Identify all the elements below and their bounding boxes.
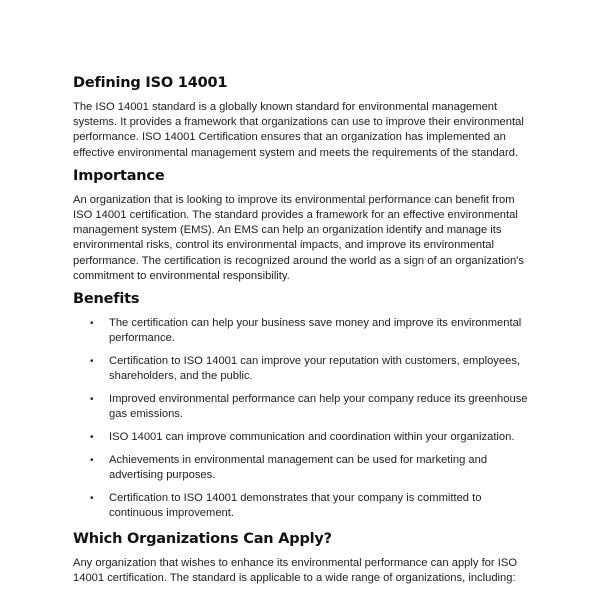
bullet-icon: • [90, 356, 94, 368]
list-item-text: ISO 14001 can improve communication and coordination within your organization. [109, 431, 515, 444]
list-item-text: Achievements in environmental management can be used for marketing and advertising purposes. [109, 453, 488, 482]
bullet-icon: • [90, 454, 94, 466]
section-paragraph: Any organization that wishes to enhance its environmental performance can apply for ISO 14001 certification. The standard is applicable to a wide range of organizations, including: [73, 556, 518, 585]
section-paragraph: An organization that is looking to improve its environmental performance can benefit from ISO 14001 certification. The standard provides a framework for an effective environmental management system (EMS). An EMS can help an organization identify and manage its environmental risks, control its environmental impacts, and improve its environmental performance. The certification is recognized around the world as a sign of an organization's commitment to environmental responsibility. [73, 193, 524, 282]
list-item [73, 316, 533, 346]
list-item [73, 392, 533, 422]
list-item-text: Certification to ISO 14001 can improve your reputation with customers, employees, shareholders, and the public. [109, 355, 521, 383]
list-item-text: Improved environmental performance can help your company reduce its greenhouse gas emissions. [109, 393, 528, 421]
benefits-list [73, 316, 533, 521]
bullet-icon: • [90, 492, 94, 504]
section-defining-iso-14001 [73, 73, 533, 161]
section-importance [73, 166, 533, 284]
section-paragraph: The ISO 14001 standard is a globally known standard for environmental management systems. It provides a framework that organizations can use to improve their environmental performance. ISO 14001 Certification ensures that an organization has implemented an effective environmental management system and meets the requirements of the standard. [73, 101, 524, 159]
list-item [73, 430, 533, 445]
section-heading: Benefits [73, 291, 140, 308]
section-which-organizations-can-apply [73, 529, 533, 586]
list-item [73, 354, 533, 384]
list-item [73, 453, 533, 483]
bullet-icon: • [90, 318, 94, 330]
list-item [73, 491, 533, 521]
section-heading: Importance [73, 167, 165, 184]
bullet-icon: • [90, 394, 94, 406]
list-item-text: Certification to ISO 14001 demonstrates that your company is committed to continuous improvement. [109, 491, 482, 520]
bullet-icon: • [90, 432, 94, 444]
section-heading: Which Organizations Can Apply? [73, 530, 332, 547]
section-benefits [73, 289, 533, 521]
document-page [73, 73, 533, 591]
section-heading: Defining ISO 14001 [73, 75, 228, 91]
list-item-text: The certification can help your business save money and improve its environmental performance. [109, 317, 522, 345]
